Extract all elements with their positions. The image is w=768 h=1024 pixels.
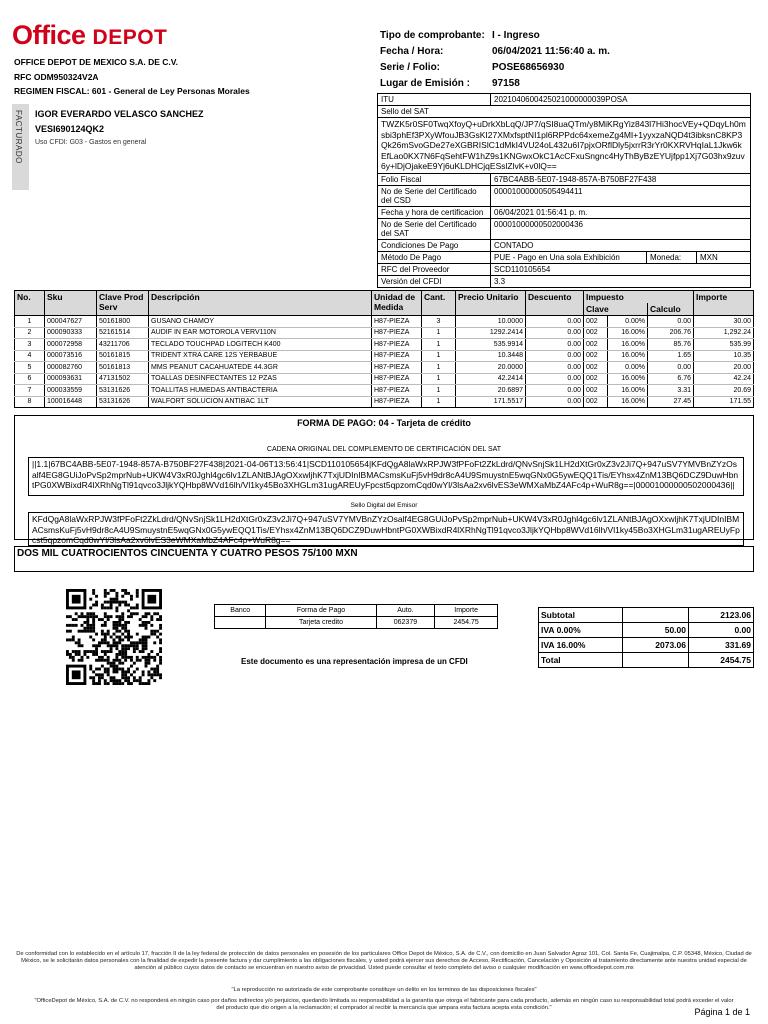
item-tasa: 0.00% <box>607 362 648 374</box>
iva0-base: 50.00 <box>623 623 689 638</box>
item-unidad: H87-PIEZA <box>372 373 422 385</box>
item-tasa: 16.00% <box>607 350 648 362</box>
item-desc: TOALLAS DESINFECTANTES 12 PZAS <box>149 373 372 385</box>
item-desc: GUSANO CHAMOY <box>149 316 372 328</box>
total-value: 2454.75 <box>689 653 754 668</box>
item-calc: 6.76 <box>648 373 694 385</box>
item-calc: 206.76 <box>648 327 694 339</box>
item-importe: 30.00 <box>694 316 754 328</box>
item-importe: 10.35 <box>694 350 754 362</box>
item-unidad: H87-PIEZA <box>372 350 422 362</box>
item-unidad: H87-PIEZA <box>372 385 422 397</box>
col-unidad: Unidad de Medida <box>372 291 422 316</box>
col-importe: Importe <box>694 291 754 316</box>
item-importe: 535.99 <box>694 339 754 351</box>
item-sku: 000033559 <box>45 385 97 397</box>
item-precio: 20.6897 <box>456 385 526 397</box>
item-precio: 10.0000 <box>456 316 526 328</box>
item-sku: 000072958 <box>45 339 97 351</box>
item-clave: 50161800 <box>97 316 149 328</box>
legal-responsabilidad: "OfficeDepot de México, S.A. de C.V. no responderá en ningún caso por daños indirectos y/o perjuicios, quedando limitada su responsabilidad a la garantía que otorga el fabricante para cada producto, además en ningún caso su responsabilidad total podrá exceder el valor del producto que dio origen a la reclamación; el comprador al recibir la mercancía que ampara esta factura acepta esta condición." <box>34 998 734 1011</box>
item-tasa: 16.00% <box>607 373 648 385</box>
item-unidad: H87-PIEZA <box>372 327 422 339</box>
item-imp-clave: 002 <box>584 327 608 339</box>
table-row <box>15 396 754 408</box>
legal-reproduccion: "La reproducción no autorizada de este comprobante constituye un delito en los terminos de las disposiciones fiscales" <box>231 987 537 993</box>
cadena-original: ||1.1|67BC4ABB-5E07-1948-857A-B750BF27F438|2021-04-06T13:56:41|SCD110105654|KFdQgA8laWxRPJW3fPFoFt2ZkLdrd/QNvSnjSk1LH2dXtGr0xZ3v2Ji7Q+947uSV7YMVBnZYzOsalf4EG8GUiJoPvSp2mprNub+UKW4V3xR0Jghl4gc6lv1ZLANtBJAgOXxwljhK7TxjUDInIBMACsmsKuFj5vH9dr8cA4U9SmuystnE5wqGNx0G5ywEQQ1Tis/EYhsx4ZnM13BQ6DCZ9DuwHbntPG0XWBixdR4lXRhNgTl91qvco3JljkYQHbp8WVd16lh/Vl1ky45Bo3XHGLm31ugAREUyFpcst5qpzomCqd0wYl/3lsAa2xv6lvES3eWMXaMbZ4AFc4p+WuR8g==|00001000000502000436|| <box>28 457 744 496</box>
col-no: No. <box>15 291 45 316</box>
item-unidad: H87-PIEZA <box>372 396 422 408</box>
tipo-comprobante-value: I - Ingreso <box>492 30 540 41</box>
item-clave: 50161815 <box>97 350 149 362</box>
total-label: Total <box>539 653 623 668</box>
item-precio: 1292.2414 <box>456 327 526 339</box>
condiciones-label: Condiciones De Pago <box>378 239 491 251</box>
table-row <box>15 339 754 351</box>
folio-fiscal-label: Folio Fiscal <box>378 173 491 185</box>
lugar-emision-value: 97158 <box>492 78 520 89</box>
item-importe: 20.00 <box>694 362 754 374</box>
item-no: 1 <box>15 316 45 328</box>
item-no: 7 <box>15 385 45 397</box>
csd-value: 00001000000505494411 <box>491 185 751 206</box>
receptor-name: IGOR EVERARDO VELASCO SANCHEZ <box>35 109 204 119</box>
item-desc: TRIDENT XTRA CARE 12S YERBABUE <box>149 350 372 362</box>
col-cant: Cant. <box>422 291 456 316</box>
serie-folio-value: POSE68656930 <box>492 62 565 73</box>
lugar-emision-label: Lugar de Emisión : <box>380 78 471 89</box>
condiciones-value: CONTADO <box>491 239 751 251</box>
item-desc-amt: 0.00 <box>526 385 584 397</box>
pay-forma: Tarjeta credito <box>266 617 376 629</box>
item-importe: 171.55 <box>694 396 754 408</box>
cadena-original-title: CADENA ORIGINAL DEL COMPLEMENTO DE CERTIFICACIÓN DEL SAT <box>266 446 502 453</box>
item-desc: MMS PEANUT CACAHUATEDE 44.3GR <box>149 362 372 374</box>
item-unidad: H87-PIEZA <box>372 339 422 351</box>
item-calc: 1.65 <box>648 350 694 362</box>
forma-pago: FORMA DE PAGO: 04 - Tarjeta de crédito <box>297 418 471 428</box>
col-imp-calculo: Calculo <box>648 303 694 316</box>
metodo-value: PUE - Pago en Una sola Exhibición <box>491 251 647 263</box>
item-desc-amt: 0.00 <box>526 339 584 351</box>
office-depot-logo: Office DEPOT <box>12 20 168 50</box>
total-letras: DOS MIL CUATROCIENTOS CINCUENTA Y CUATRO PESOS 75/100 MXN <box>17 548 358 559</box>
item-no: 8 <box>15 396 45 408</box>
sello-sat-label: Sello del SAT <box>378 106 751 118</box>
item-cant: 1 <box>422 396 456 408</box>
item-desc: TECLADO TOUCHPAD LOGITECH K400 <box>149 339 372 351</box>
table-row <box>15 373 754 385</box>
item-desc-amt: 0.00 <box>526 373 584 385</box>
item-clave: 43211706 <box>97 339 149 351</box>
receptor-uso-cfdi: Uso CFDI: G03 - Gastos en general <box>35 139 147 146</box>
item-unidad: H87-PIEZA <box>372 316 422 328</box>
item-desc: TOALLITAS HUMEDAS ANTIBACTERIA <box>149 385 372 397</box>
iva0-label: IVA 0.00% <box>539 623 623 638</box>
item-cant: 1 <box>422 385 456 397</box>
col-descripcion: Descripción <box>149 291 372 316</box>
item-tasa: 16.00% <box>607 339 648 351</box>
item-clave: 47131502 <box>97 373 149 385</box>
item-cant: 3 <box>422 316 456 328</box>
col-impuesto: Impuesto <box>584 291 694 304</box>
item-calc: 0.00 <box>648 316 694 328</box>
item-tasa: 16.00% <box>607 327 648 339</box>
item-desc-amt: 0.00 <box>526 327 584 339</box>
sello-emisor: KFdQgA8laWxRPJW3fPFoFt2ZkLdrd/QNvSnjSk1LH2dXtGr0xZ3v2Ji7Q+947uSV7YMVBnZYzOsalf4EG8GUiJoPvSp2mprNub+UKW4V3xR0Jghl4gc6lv1ZLANtBJAgOXxwljhK7TxjUDInIBMACsmsKuFj5vH9dr8cA4U9SmuystnE5wqGNx0G5ywEQQ1Tis/EYhsx4ZnM13BQ6DCZ9DuwHbntPG0XWBixdR4lXRhNgTl91qvco3JljkYQHbp8WVd16lh/Vl1ky45Bo3XHGLm31ugAREUyFpcst5qpzomCqd0wYl/3lsAa2xv6lvES3eWMXaMbZ4AFc4p+WuR8g== <box>28 512 744 546</box>
items-table <box>14 290 754 408</box>
table-row <box>15 316 754 328</box>
folio-fiscal-value: 67BC4ABB-5E07-1948-857A-B750BF27F438 <box>491 173 751 185</box>
item-imp-clave: 002 <box>584 385 608 397</box>
iva16-base: 2073.06 <box>623 638 689 653</box>
itu-value: 2021040600425021000000039POSA <box>491 94 751 106</box>
item-sku: 000073516 <box>45 350 97 362</box>
cert-sat-label: No de Serie del Certificado del SAT <box>378 218 491 239</box>
item-sku: 000090333 <box>45 327 97 339</box>
item-precio: 171.5517 <box>456 396 526 408</box>
item-desc-amt: 0.00 <box>526 350 584 362</box>
pay-banco <box>215 617 266 629</box>
item-precio: 42.2414 <box>456 373 526 385</box>
certificacion-value: 06/04/2021 01:56:41 p. m. <box>491 206 751 218</box>
itu-label: ITU <box>378 94 491 106</box>
qr-code-icon <box>66 589 162 685</box>
item-unidad: H87-PIEZA <box>372 362 422 374</box>
version-cfdi-value: 3.3 <box>491 275 751 287</box>
emisor-name: OFFICE DEPOT DE MEXICO S.A. DE C.V. <box>14 57 179 67</box>
subtotal-value: 2123.06 <box>689 608 754 623</box>
item-tasa: 16.00% <box>607 396 648 408</box>
item-imp-clave: 002 <box>584 316 608 328</box>
item-cant: 1 <box>422 373 456 385</box>
item-desc-amt: 0.00 <box>526 396 584 408</box>
page-number: Página 1 de 1 <box>694 1007 750 1017</box>
item-no: 5 <box>15 362 45 374</box>
item-desc-amt: 0.00 <box>526 362 584 374</box>
item-no: 4 <box>15 350 45 362</box>
sello-sat-value: TWZK5r0SF0TwqXfoyQ+uDrkXbLqQ/JP7/qSI8uaQTm/y8MiKRgYiz843l7Hi3hocVEy+QDqyLh0msbi3phEf3PXyWfouJB3GsKI27XMxfsptNI1pl6RPPdc64xemeZg4MI+1yyxzaNQD4t3ibksnC8KP3Qk26mSvoGDe27eXGBRISlC1dMkI4VU24oL432u6I7pjxORflDly5jxrrR3rYr0KXRVHqIaL1Jkw6kEfLao0KX7N6FqSehtFW1hZ9s1KNGwxOkC1AcCFxuSngnc4HyThByBzEYUjfpp1Xj7G03hx9zuv6y+lDjOjakeE9Yj6uKLDHCjqESslZlvK+v0lQ== <box>378 118 751 174</box>
iva16-label: IVA 16.00% <box>539 638 623 653</box>
table-row <box>15 327 754 339</box>
item-no: 3 <box>15 339 45 351</box>
version-cfdi-label: Versión del CFDI <box>378 275 491 287</box>
item-cant: 1 <box>422 362 456 374</box>
item-imp-clave: 002 <box>584 350 608 362</box>
iva0-value: 0.00 <box>689 623 754 638</box>
item-tasa: 0.00% <box>607 316 648 328</box>
item-calc: 27.45 <box>648 396 694 408</box>
pay-importe: 2454.75 <box>435 617 498 629</box>
item-clave: 50161813 <box>97 362 149 374</box>
fecha-hora-value: 06/04/2021 11:56:40 a. m. <box>492 46 610 57</box>
moneda-value: MXN <box>697 251 751 263</box>
item-cant: 1 <box>422 350 456 362</box>
emisor-rfc: RFC ODM950324V2A <box>14 72 99 82</box>
item-precio: 10.3448 <box>456 350 526 362</box>
cfdi-note: Este documento es una representación impresa de un CFDI <box>241 657 468 666</box>
item-importe: 42.24 <box>694 373 754 385</box>
item-sku: 000047627 <box>45 316 97 328</box>
pay-header-importe: Importe <box>435 605 498 617</box>
receptor-rfc: VESI690124QK2 <box>35 124 105 134</box>
payment-table <box>214 604 498 629</box>
pay-header-forma: Forma de Pago <box>266 605 376 617</box>
certificacion-label: Fecha y hora de certificacion <box>378 206 491 218</box>
cert-sat-value: 00001000000502000436 <box>491 218 751 239</box>
rfc-proveedor-value: SCD110105654 <box>491 263 751 275</box>
item-calc: 0.00 <box>648 362 694 374</box>
col-precio: Precio Unitario <box>456 291 526 316</box>
fiscal-info-table <box>377 93 751 288</box>
col-sku: Sku <box>45 291 97 316</box>
item-tasa: 16.00% <box>607 385 648 397</box>
item-importe: 20.69 <box>694 385 754 397</box>
metodo-label: Método De Pago <box>378 251 491 263</box>
moneda-label: Moneda: <box>647 251 697 263</box>
item-precio: 20.0000 <box>456 362 526 374</box>
item-sku: 000093631 <box>45 373 97 385</box>
item-clave: 53131626 <box>97 396 149 408</box>
emisor-regimen: REGIMEN FISCAL: 601 - General de Ley Personas Morales <box>14 86 250 96</box>
table-row <box>15 362 754 374</box>
rfc-proveedor-label: RFC del Proveedor <box>378 263 491 275</box>
item-calc: 3.31 <box>648 385 694 397</box>
item-sku: 100016448 <box>45 396 97 408</box>
item-cant: 1 <box>422 327 456 339</box>
pay-header-auto: Auto. <box>376 605 435 617</box>
item-clave: 52161514 <box>97 327 149 339</box>
item-precio: 535.9914 <box>456 339 526 351</box>
item-clave: 53131626 <box>97 385 149 397</box>
item-desc: AUDIF IN EAR MOTOROLA VERV110N <box>149 327 372 339</box>
fecha-hora-label: Fecha / Hora: <box>380 46 444 57</box>
subtotal-label: Subtotal <box>539 608 623 623</box>
tipo-comprobante-label: Tipo de comprobante: <box>380 30 485 41</box>
item-imp-clave: 002 <box>584 362 608 374</box>
csd-label: No de Serie del Certificado del CSD <box>378 185 491 206</box>
item-desc-amt: 0.00 <box>526 316 584 328</box>
item-imp-clave: 002 <box>584 339 608 351</box>
pay-header-banco: Banco <box>215 605 266 617</box>
table-row <box>15 385 754 397</box>
pay-auto: 062379 <box>376 617 435 629</box>
facturado-tab: FACTURADO <box>12 104 29 190</box>
item-no: 6 <box>15 373 45 385</box>
item-importe: 1,292.24 <box>694 327 754 339</box>
item-cant: 1 <box>422 339 456 351</box>
item-calc: 85.76 <box>648 339 694 351</box>
item-sku: 000082760 <box>45 362 97 374</box>
item-imp-clave: 002 <box>584 373 608 385</box>
col-imp-clave: Clave <box>584 303 648 316</box>
serie-folio-label: Serie / Folio: <box>380 62 441 73</box>
sello-emisor-title: Sello Digital del Emisor <box>350 502 418 509</box>
item-imp-clave: 002 <box>584 396 608 408</box>
table-row <box>15 350 754 362</box>
legal-privacy: De conformidad con lo establecido en el artículo 17, fracción II de la ley federal de protección de datos personales en posesión de los particulares Office Depot de México, S.A. de C.V., con domicilio en Juan Salvador Agraz 101, Col. Santa Fe, Cuajimalpa, C.P. 05348, México, Ciudad de México, se le solicitarán datos personales con la finalidad de expedir la presente factura y dar cumplimiento a las obligaciones fiscales, y usted podrá ejercer sus derechos de Acceso, Rectificación, Cancelación y Oposición al tratamiento directamente ante nuestra unidad especial de atención al público cuyos datos de contacto se encuentran en nuestro aviso de privacidad. Usted puede consultar el texto completo del aviso o cualquier modificación en www.officedepot.com.mx <box>16 951 752 971</box>
iva16-value: 331.69 <box>689 638 754 653</box>
item-desc: WALFORT SOLUCION ANTIBAC 1LT <box>149 396 372 408</box>
col-descuento: Descuento <box>526 291 584 316</box>
col-clave-prod: Clave Prod Serv <box>97 291 149 316</box>
totals-table <box>538 607 754 668</box>
item-no: 2 <box>15 327 45 339</box>
